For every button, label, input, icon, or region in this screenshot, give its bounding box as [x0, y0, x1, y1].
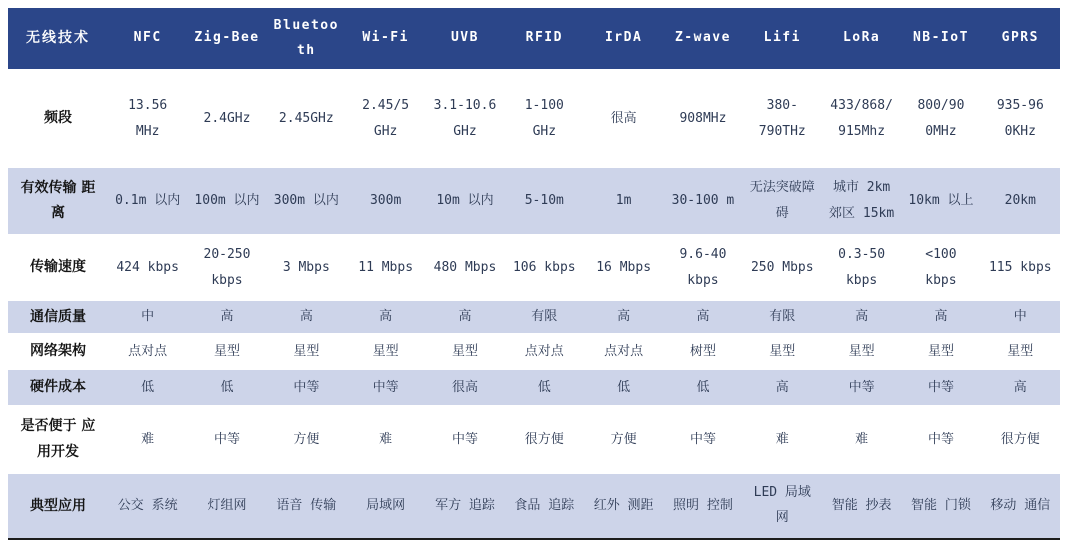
column-header-nb-iot: NB-IoT: [901, 8, 980, 69]
table-cell: 智能 抄表: [822, 474, 901, 539]
table-cell: 无法突破障碍: [743, 168, 822, 234]
table-row: [8, 168, 1060, 234]
table-cell: 0.1m 以内: [108, 168, 187, 234]
table-cell: 1m: [584, 168, 663, 234]
table-cell: 908MHz: [679, 110, 727, 126]
table-cell: 点对点: [524, 343, 564, 359]
table-row: [8, 301, 1060, 333]
table-row: [8, 370, 1060, 405]
row-label: 通信质量: [8, 301, 108, 333]
table-cell: 424 kbps: [116, 259, 179, 275]
table-cell: 高: [346, 301, 425, 333]
row-label: 有效传输 距离: [8, 168, 108, 234]
table-cell: 点对点: [128, 343, 168, 359]
column-header-bluetooth: Bluetooth: [267, 8, 346, 69]
table-row: [8, 234, 1060, 301]
table-cell: 星型: [293, 343, 320, 359]
table-cell: 很方便: [1000, 431, 1040, 447]
table-cell: 中等: [451, 431, 478, 447]
table-cell: 难: [141, 431, 155, 447]
table-cell: 10km 以上: [901, 168, 980, 234]
table-cell: 星型: [372, 343, 399, 359]
table-cell: 16 Mbps: [596, 259, 652, 275]
table-cell: 高: [981, 370, 1060, 405]
table-cell: 9.6-40 kbps: [679, 246, 727, 288]
table-cell: 中等: [822, 370, 901, 405]
table-cell: 星型: [769, 343, 796, 359]
table-cell: 智能 门锁: [901, 474, 980, 539]
table-cell: 星型: [848, 343, 875, 359]
corner-header-cell: 无线技术: [8, 8, 108, 69]
table-cell: 很方便: [524, 431, 564, 447]
table-cell: 中等: [689, 431, 716, 447]
table-cell: 13.56 MHz: [128, 97, 168, 139]
row-label: 典型应用: [8, 474, 108, 539]
table-cell: 中等: [213, 431, 240, 447]
table-row: [8, 405, 1060, 474]
table-cell: 100m 以内: [187, 168, 266, 234]
table-cell: 480 Mbps: [433, 259, 497, 275]
column-header-lora: LoRa: [822, 8, 901, 69]
column-header-wi-fi: Wi-Fi: [346, 8, 425, 69]
table-cell: 有限: [743, 301, 822, 333]
table-cell: 食品 追踪: [505, 474, 584, 539]
column-header-zig-bee: Zig-Bee: [187, 8, 266, 69]
table-cell: 935-96 0KHz: [996, 97, 1044, 139]
table-cell: 106 kbps: [512, 259, 576, 275]
table-cell: 低: [187, 370, 266, 405]
row-label: 是否便于 应用开发: [20, 418, 96, 460]
table-cell: 局域网: [346, 474, 425, 539]
table-cell: 433/868/ 915Mhz: [830, 97, 893, 139]
table-row: [8, 333, 1060, 370]
table-cell: 高: [425, 301, 504, 333]
row-label: 传输速度: [30, 258, 86, 275]
table-cell: 2.45GHz: [278, 110, 334, 126]
table-cell: 20km: [981, 168, 1060, 234]
table-cell: 方便: [293, 431, 320, 447]
column-header-uvb: UVB: [425, 8, 504, 69]
table-cell: 中等: [267, 370, 346, 405]
table-cell: 3.1-10.6 GHz: [433, 97, 497, 139]
table-cell: 11 Mbps: [358, 259, 414, 275]
table-cell: 灯组网: [187, 474, 266, 539]
table-cell: 星型: [927, 343, 954, 359]
table-cell: 语音 传输: [267, 474, 346, 539]
table-cell: 300m 以内: [267, 168, 346, 234]
row-label: 频段: [44, 109, 72, 126]
table-cell: 低: [108, 370, 187, 405]
table-cell: 中等: [927, 431, 954, 447]
table-cell: 30-100 m: [663, 168, 742, 234]
table-row: [8, 474, 1060, 539]
row-label: 网络架构: [30, 343, 86, 360]
table-cell: 红外 测距: [584, 474, 663, 539]
table-cell: 800/90 0MHz: [917, 97, 965, 139]
table-cell: 中: [981, 301, 1060, 333]
table-row: [8, 69, 1060, 168]
table-cell: 星型: [213, 343, 240, 359]
column-header-z-wave: Z-wave: [663, 8, 742, 69]
table-cell: 低: [505, 370, 584, 405]
table-header: [8, 8, 1060, 69]
table-cell: 20-250 kbps: [203, 246, 251, 288]
column-header-rfid: RFID: [505, 8, 584, 69]
table-body: [8, 69, 1060, 539]
table-cell: 10m 以内: [425, 168, 504, 234]
header-row: [8, 8, 1060, 69]
table-cell: 星型: [451, 343, 478, 359]
column-header-irda: IrDA: [584, 8, 663, 69]
wireless-tech-comparison: [8, 8, 1060, 540]
column-header-nfc: NFC: [108, 8, 187, 69]
table-cell: 点对点: [604, 343, 644, 359]
table-cell: 低: [663, 370, 742, 405]
table-cell: 5-10m: [505, 168, 584, 234]
table-cell: 树型: [689, 343, 716, 359]
table-cell: 300m: [346, 168, 425, 234]
table-cell: <100 kbps: [925, 246, 957, 288]
table-cell: 有限: [505, 301, 584, 333]
table-cell: 很高: [425, 370, 504, 405]
table-cell: 很高: [610, 110, 637, 126]
table-cell: 1-100 GHz: [524, 97, 564, 139]
table-cell: 难: [379, 431, 393, 447]
table-cell: 星型: [1007, 343, 1034, 359]
table-cell: 2.4GHz: [203, 110, 251, 126]
table-cell: 0.3-50 kbps: [838, 246, 886, 288]
column-header-gprs: GPRS: [981, 8, 1060, 69]
table-cell: 移动 通信: [981, 474, 1060, 539]
table-cell: 250 Mbps: [750, 259, 814, 275]
table-cell: 公交 系统: [108, 474, 187, 539]
table-cell: LED 局域网: [743, 474, 822, 539]
table-cell: 低: [584, 370, 663, 405]
table-cell: 中等: [901, 370, 980, 405]
table-cell: 高: [743, 370, 822, 405]
table-cell: 高: [822, 301, 901, 333]
table-cell: 城市 2km 郊区 15km: [822, 168, 901, 234]
table-cell: 军方 追踪: [425, 474, 504, 539]
table-cell: 115 kbps: [988, 259, 1052, 275]
table-cell: 高: [584, 301, 663, 333]
table-cell: 高: [187, 301, 266, 333]
wireless-tech-comparison-table: [8, 8, 1060, 540]
row-label: 硬件成本: [8, 370, 108, 405]
table-cell: 高: [267, 301, 346, 333]
table-cell: 3 Mbps: [282, 259, 330, 275]
column-header-lifi: Lifi: [743, 8, 822, 69]
table-cell: 380-790THz: [758, 97, 806, 139]
table-cell: 难: [775, 431, 789, 447]
table-cell: 高: [901, 301, 980, 333]
table-cell: 中等: [346, 370, 425, 405]
table-cell: 高: [663, 301, 742, 333]
table-cell: 2.45/5 GHz: [362, 97, 410, 139]
table-cell: 难: [855, 431, 869, 447]
table-cell: 方便: [610, 431, 637, 447]
table-cell: 中: [108, 301, 187, 333]
table-cell: 照明 控制: [663, 474, 742, 539]
